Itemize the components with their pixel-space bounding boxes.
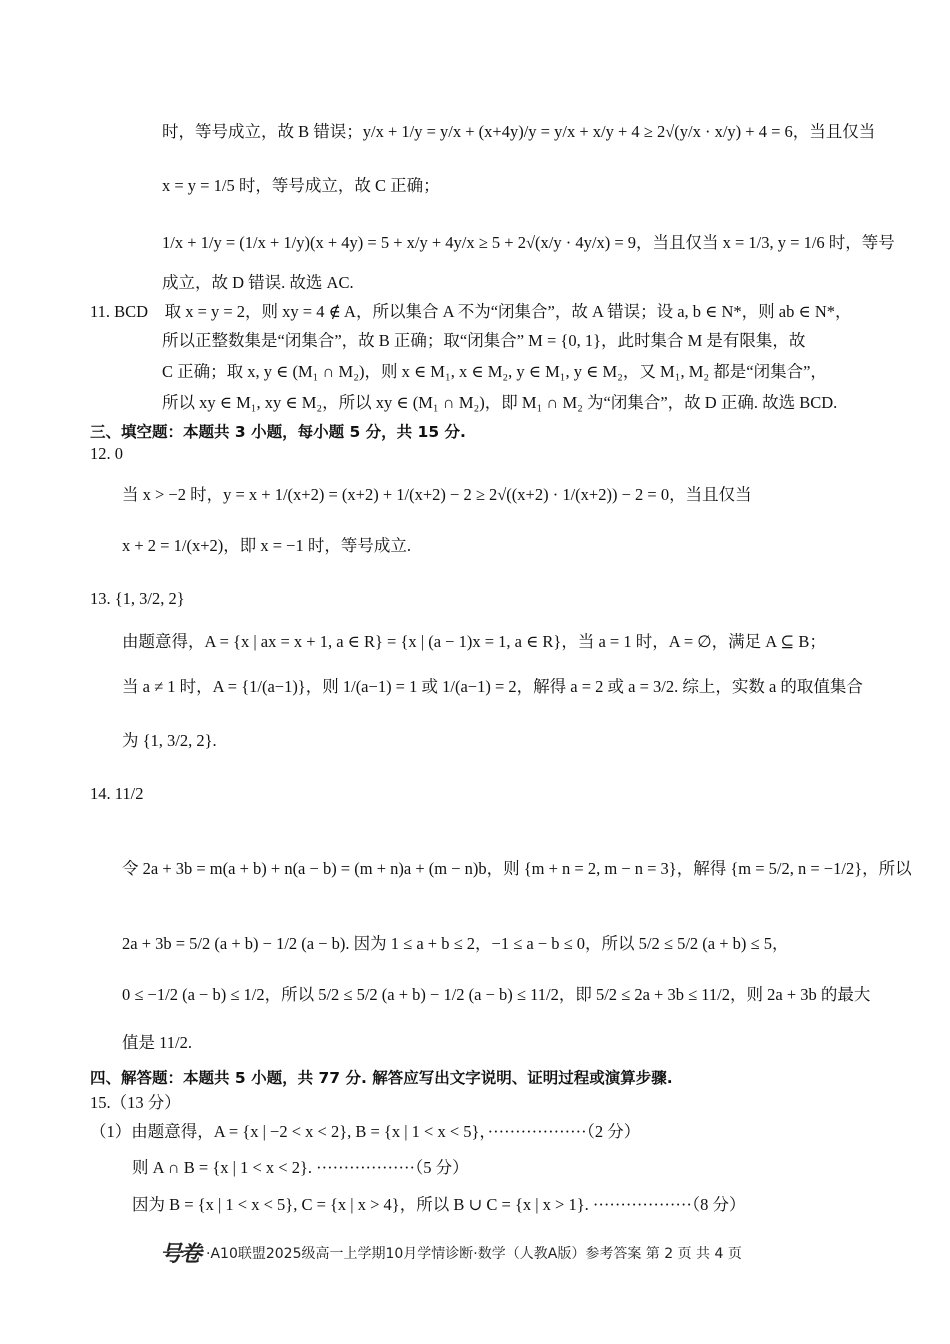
- text-line: 0 ≤ −1/2 (a − b) ≤ 1/2，所以 5/2 ≤ 5/2 (a + b) − 1/2 (a − b) ≤ 11/2，即 5/2 ≤ 2a + 3b ≤ 11/2，则 2a + 3b 的最大: [122, 985, 871, 1004]
- text-line: 2a + 3b = 5/2 (a + b) − 1/2 (a − b). 因为 1 ≤ a + b ≤ 2，−1 ≤ a − b ≤ 0，所以 5/2 ≤ 5/2 (a + b) ≤ 5，: [122, 934, 789, 953]
- text-line: 12. 0: [90, 444, 123, 463]
- text-line: C 正确；取 x, y ∈ (M₁ ∩ M₂)，则 x ∈ M₁, x ∈ M₂, y ∈ M₁, y ∈ M₂，又 M₁, M₂ 都是“闭集合”，: [162, 362, 827, 381]
- text-line: 1/x + 1/y = (1/x + 1/y)(x + 4y) = 5 + x/y + 4y/x ≥ 5 + 2√(x/y · 4y/x) = 9，当且仅当 x = 1/3, y = 1/6 时，等号: [162, 233, 895, 252]
- text-line: 15.（13 分）: [90, 1093, 181, 1112]
- text-line: 成立，故 D 错误. 故选 AC.: [162, 273, 354, 292]
- text-line: 为 {1, 3/2, 2}.: [122, 731, 217, 750]
- text-line: （1）由题意得，A = {x | −2 < x < 2}, B = {x | 1 < x < 5}，··················（2 分）: [90, 1122, 641, 1141]
- text-line: 所以正整数集是“闭集合”，故 B 正确；取“闭集合” M = {0, 1}，此时集合 M 是有限集，故: [162, 331, 806, 350]
- text-line: 14. 11/2: [90, 784, 144, 803]
- text-line: 值是 11/2.: [122, 1033, 192, 1052]
- text-line: 13. {1, 3/2, 2}: [90, 589, 185, 608]
- text-line: 因为 B = {x | 1 < x < 5}, C = {x | x > 4}，所以 B ∪ C = {x | x > 1}. ··················（8 分）: [132, 1195, 746, 1214]
- text-line: 时，等号成立，故 B 错误；y/x + 1/y = y/x + (x+4y)/y = y/x + x/y + 4 ≥ 2√(y/x · x/y) + 4 = 6，当且仅当: [162, 122, 876, 141]
- text-line: 令 2a + 3b = m(a + b) + n(a − b) = (m + n)a + (m − n)b，则 {m + n = 2, m − n = 3}，解得 {m = 5/2, n = −1/2}，所以: [122, 859, 912, 878]
- section-heading: 四、解答题：本题共 5 小题，共 77 分. 解答应写出文字说明、证明过程或演算步骤.: [90, 1069, 673, 1087]
- publisher-logo: 号卷: [160, 1241, 201, 1267]
- text-line: 当 a ≠ 1 时，A = {1/(a−1)}，则 1/(a−1) = 1 或 1/(a−1) = 2，解得 a = 2 或 a = 3/2. 综上，实数 a 的取值集合: [122, 677, 863, 696]
- text-line: x = y = 1/5 时，等号成立，故 C 正确；: [162, 176, 440, 195]
- text-line: 11. BCD 取 x = y = 2，则 xy = 4 ∉ A，所以集合 A 不为“闭集合”，故 A 错误；设 a, b ∈ N*，则 ab ∈ N*，: [90, 302, 852, 321]
- footer-text: ·A10联盟2025级高一上学期10月学情诊断·数学（人教A版）参考答案 第 2 页 共 4 页: [206, 1246, 742, 1262]
- text-line: x + 2 = 1/(x+2)，即 x = −1 时，等号成立.: [122, 536, 411, 555]
- text-line: 则 A ∩ B = {x | 1 < x < 2}. ··················（5 分）: [132, 1158, 469, 1177]
- text-line: 所以 xy ∈ M₁, xy ∈ M₂，所以 xy ∈ (M₁ ∩ M₂)，即 M₁ ∩ M₂ 为“闭集合”，故 D 正确. 故选 BCD.: [162, 393, 838, 412]
- text-line: 由题意得，A = {x | ax = x + 1, a ∈ R} = {x | (a − 1)x = 1, a ∈ R}，当 a = 1 时，A = ∅，满足 A ⊆ B；: [122, 632, 826, 651]
- text-line: 当 x > −2 时，y = x + 1/(x+2) = (x+2) + 1/(x+2) − 2 ≥ 2√((x+2) · 1/(x+2)) − 2 = 0，当且仅当: [122, 485, 752, 504]
- page-footer: [160, 1237, 742, 1268]
- section-heading: 三、填空题：本题共 3 小题，每小题 5 分，共 15 分.: [90, 423, 466, 441]
